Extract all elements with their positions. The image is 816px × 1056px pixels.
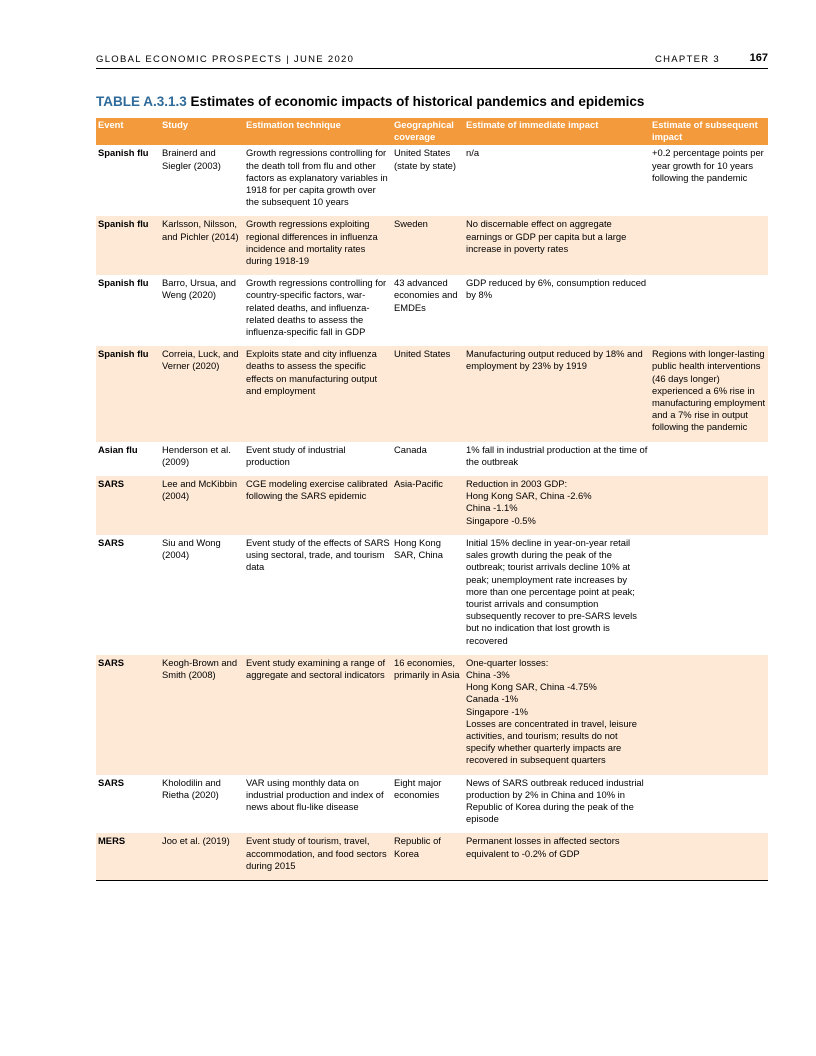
immediate-impact-line: Singapore -1% [466, 705, 529, 717]
cell-immediate [464, 775, 650, 834]
header-rule [96, 68, 768, 69]
cell-study: Henderson et al. (2009) [162, 443, 231, 467]
immediate-impact-line: Permanent losses in affected sectors equivalent to -0.2% of GDP [466, 835, 620, 859]
impacts-table [96, 118, 768, 881]
cell-immediate [464, 275, 650, 346]
immediate-impact-line: Singapore -0.5% [466, 514, 536, 526]
cell-event: Spanish flu [96, 346, 160, 441]
immediate-impact-line: Losses are concentrated in travel, leisure activities, and tourism; results do not specify whether quarterly impacts are recovered in subsequent quarters [466, 717, 637, 766]
table-row [96, 346, 768, 441]
cell-coverage: United States (state by state) [394, 147, 457, 171]
cell-immediate [464, 535, 650, 655]
immediate-impact-line: Reduction in 2003 GDP: [466, 478, 568, 490]
column-header-technique: Estimation technique [244, 118, 392, 145]
immediate-impact-line: GDP reduced by 6%, consumption reduced by 8% [466, 277, 647, 301]
cell-event: Spanish flu [98, 277, 149, 289]
cell-subsequent: +0.2 percentage points per year growth for 10 years following the pandemic [652, 147, 764, 183]
cell-technique: Growth regressions controlling for the death toll from flu and other factors as explanatory variables in 1918 for per capita growth over the subsequent 10 years [246, 147, 388, 208]
cell-event: Asian flu [98, 443, 138, 455]
cell-coverage: Sweden [392, 216, 464, 275]
cell-study: Lee and McKibbin (2004) [160, 476, 244, 535]
table-row [96, 145, 768, 216]
cell-coverage: Canada [394, 443, 427, 455]
cell-technique: Event study of industrial production [246, 443, 346, 467]
cell-technique: Event study of tourism, travel, accommodation, and food sectors during 2015 [244, 833, 392, 880]
cell-study: Correia, Luck, and Verner (2020) [160, 346, 244, 441]
cell-subsequent: Regions with longer-lasting public health interventions (46 days longer) experienced a 6% rise in manufacturing employment and a 7% rise in output following the pandemic [650, 346, 768, 441]
table-title [96, 94, 644, 109]
cell-study: Kholodilin and Rietha (2020) [162, 776, 221, 800]
cell-event: Spanish flu [96, 216, 160, 275]
cell-subsequent [650, 833, 768, 880]
immediate-impact-line: News of SARS outbreak reduced industrial production by 2% in China and 10% in Republic of Korea during the peak of the episode [466, 776, 644, 825]
table-row [96, 442, 768, 476]
column-header-subsequent: Estimate of subsequent impact [650, 118, 768, 145]
chapter-label: CHAPTER 3 [654, 54, 720, 65]
cell-event: Spanish flu [98, 147, 149, 159]
cell-study: Joo et al. (2019) [160, 833, 244, 880]
immediate-impact-line: n/a [466, 147, 480, 159]
cell-coverage: United States [392, 346, 464, 441]
cell-immediate [464, 216, 650, 275]
cell-immediate [464, 655, 650, 775]
cell-coverage: 43 advanced economies and EMDEs [394, 277, 458, 313]
cell-study: Keogh-Brown and Smith (2008) [160, 655, 244, 775]
table-body [96, 145, 768, 880]
cell-coverage: 16 economies, primarily in Asia [392, 655, 464, 775]
table-row [96, 275, 768, 346]
cell-coverage: Eight major economies [394, 776, 442, 800]
page-header [96, 52, 768, 68]
cell-technique: Event study of the effects of SARS using sectoral, trade, and tourism data [246, 536, 390, 573]
immediate-impact-line: Initial 15% decline in year-on-year retail sales growth during the peak of the outbreak; tourist arrivals decline 10% at peak; unemployment rate increases by more than one percentage point at peak; tourist arrivals and consumption subsequently recover to pre-SARS levels but no indication that lost growth is recovered [466, 536, 637, 646]
cell-event: SARS [96, 476, 160, 535]
cell-subsequent [650, 655, 768, 775]
table-row [96, 833, 768, 880]
immediate-impact-line: One-quarter losses: [466, 656, 549, 668]
cell-subsequent [650, 535, 768, 655]
cell-technique: Event study examining a range of aggregate and sectoral indicators [244, 655, 392, 775]
table-code: TABLE A.3.1.3 [96, 94, 187, 109]
cell-study: Barro, Ursua, and Weng (2020) [162, 277, 236, 301]
cell-subsequent [650, 442, 768, 476]
cell-coverage: Hong Kong SAR, China [394, 536, 443, 561]
cell-subsequent [650, 275, 768, 346]
cell-technique: Growth regressions controlling for country-specific factors, war-related deaths, and influenza-related deaths to assess the influenza-specific fall in GDP [246, 277, 387, 338]
cell-immediate [464, 442, 650, 476]
cell-study: Siu and Wong (2004) [162, 536, 221, 561]
column-header-event: Event [96, 118, 160, 145]
page-number: 167 [749, 52, 768, 64]
table-header-row [96, 118, 768, 145]
cell-immediate [464, 145, 650, 216]
table-row [96, 476, 768, 535]
cell-technique: VAR using monthly data on industrial production and index of news about flu-like disease [246, 776, 384, 812]
table-row [96, 775, 768, 834]
cell-immediate [464, 833, 650, 880]
cell-technique: CGE modeling exercise calibrated following the SARS epidemic [244, 476, 392, 535]
table-row [96, 216, 768, 275]
column-header-study: Study [160, 118, 244, 145]
cell-coverage: Asia-Pacific [392, 476, 464, 535]
column-header-immediate: Estimate of immediate impact [464, 118, 650, 145]
immediate-impact-line: Canada -1% [466, 693, 519, 705]
immediate-impact-line: No discernable effect on aggregate earnings or GDP per capita but a large increase in poverty rates [466, 218, 627, 254]
table-title-text: Estimates of economic impacts of historical pandemics and epidemics [190, 94, 645, 109]
cell-immediate [464, 476, 650, 535]
table-row [96, 655, 768, 775]
cell-event: MERS [96, 833, 160, 880]
immediate-impact-line: 1% fall in industrial production at the time of the outbreak [466, 443, 648, 467]
cell-study: Karlsson, Nilsson, and Pichler (2014) [160, 216, 244, 275]
immediate-impact-line: China -1.1% [466, 502, 518, 514]
immediate-impact-line: China -3% [466, 668, 510, 680]
cell-subsequent [650, 476, 768, 535]
cell-event: SARS [98, 776, 125, 788]
cell-subsequent [650, 216, 768, 275]
immediate-impact-line: Hong Kong SAR, China -4.75% [466, 681, 597, 693]
running-title: GLOBAL ECONOMIC PROSPECTS | JUNE 2020 [96, 54, 355, 65]
immediate-impact-line: Hong Kong SAR, China -2.6% [466, 490, 592, 502]
cell-technique: Growth regressions exploiting regional differences in influenza incidence and mortality rates during 1918-19 [244, 216, 392, 275]
cell-subsequent [650, 775, 768, 834]
cell-coverage: Republic of Korea [392, 833, 464, 880]
cell-immediate [464, 346, 650, 441]
immediate-impact-line: Manufacturing output reduced by 18% and employment by 23% by 1919 [466, 348, 643, 372]
table-row [96, 535, 768, 655]
cell-event: SARS [98, 536, 125, 548]
cell-event: SARS [96, 655, 160, 775]
cell-study: Brainerd and Siegler (2003) [162, 147, 221, 171]
cell-technique: Exploits state and city influenza deaths to assess the specific effects on manufacturing output and employment [244, 346, 392, 441]
column-header-coverage: Geographical coverage [392, 118, 464, 145]
